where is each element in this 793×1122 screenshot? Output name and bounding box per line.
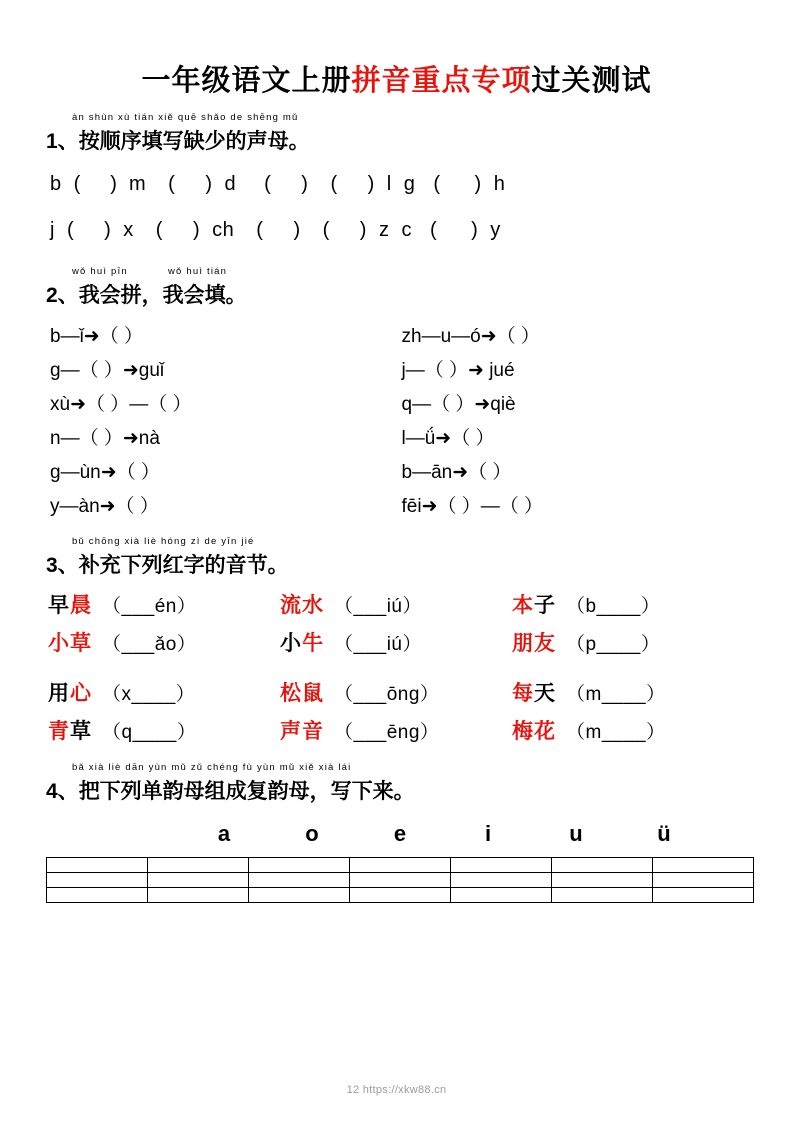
word-item [48, 589, 280, 619]
answer-blank[interactable]: （p____） [566, 634, 661, 655]
word-char-red: 声 [280, 719, 302, 743]
word-char-red: 牛 [302, 631, 324, 655]
word-text [48, 593, 92, 617]
word-item [280, 715, 512, 745]
fill-row [50, 487, 753, 521]
fill-item[interactable]: zh—u—ó➜（ ） [401, 325, 540, 347]
word-item [280, 677, 512, 707]
word-row [48, 623, 753, 661]
fill-item[interactable]: b—ǐ➜（ ） [50, 325, 143, 347]
answer-blank[interactable]: （___ǎo） [102, 634, 197, 655]
paren-close[interactable]: ) [293, 219, 301, 241]
paren-close[interactable]: ) [367, 173, 375, 195]
section-3-number: 3、 [46, 554, 79, 577]
word-item [48, 627, 280, 657]
vowel-header-row [50, 819, 753, 849]
fill-row [50, 453, 753, 487]
word-row [48, 585, 753, 623]
answer-blank[interactable]: （m____） [566, 684, 666, 705]
page-title [40, 58, 753, 99]
word-text [512, 719, 556, 743]
word-text [280, 593, 324, 617]
word-item [48, 715, 280, 745]
answer-blank[interactable]: （___iú） [334, 634, 422, 655]
answer-blank[interactable]: （___iú） [334, 596, 422, 617]
answer-grid[interactable] [46, 857, 754, 903]
word-item [280, 589, 512, 619]
word-text [512, 681, 556, 705]
word-char-red: 水 [302, 593, 324, 617]
word-char-red: 心 [70, 681, 92, 705]
paren-close[interactable]: ) [474, 173, 482, 195]
paren-open[interactable]: ( [429, 219, 438, 241]
section-1-number: 1、 [46, 130, 79, 153]
paren-close[interactable]: ) [110, 173, 117, 195]
table-row[interactable] [47, 873, 754, 888]
word-item [512, 627, 744, 657]
word-char-red: 友 [534, 631, 556, 655]
fill-item[interactable]: g—ùn➜（ ） [50, 461, 160, 483]
fill-row [50, 385, 753, 419]
vowel-a: a [217, 821, 231, 846]
word-char: 早 [48, 593, 70, 617]
word-item [280, 627, 512, 657]
paren-close[interactable]: ) [301, 173, 309, 195]
word-char-red: 每 [512, 681, 534, 705]
word-text [48, 681, 92, 705]
fill-row [50, 351, 753, 385]
paren-close[interactable]: ) [192, 219, 201, 241]
fill-item[interactable]: q—（ ）➜qiè [401, 393, 516, 415]
section-3-ruby: bǔ chōng xià liè hóng zì de yīn jié [72, 536, 255, 547]
grid-cell[interactable] [249, 858, 350, 873]
word-char-red: 朋 [512, 631, 534, 655]
paren-close[interactable]: ) [104, 219, 112, 241]
grid-cell[interactable] [451, 888, 552, 903]
paren-close[interactable]: ) [471, 219, 479, 241]
word-char-red: 梅 [512, 719, 534, 743]
word-text [280, 719, 324, 743]
word-row [48, 673, 753, 711]
grid-cell[interactable] [47, 873, 148, 888]
section-4-ruby: bǎ xià liè dān yùn mǔ zǔ chéng fù yùn mǔ xiě xià lái [72, 762, 352, 773]
table-row[interactable] [47, 858, 754, 873]
word-char: 子 [534, 593, 556, 617]
section-4-number: 4、 [46, 780, 79, 803]
grid-cell[interactable] [47, 888, 148, 903]
letter: x [123, 219, 134, 241]
answer-blank[interactable]: （q____） [102, 722, 197, 743]
paren-open[interactable]: ( [264, 173, 272, 195]
paren-open[interactable]: ( [168, 173, 176, 195]
fill-item[interactable]: y—àn➜（ ） [50, 495, 159, 517]
letter: ch [212, 219, 235, 241]
paren-open[interactable]: ( [322, 219, 330, 241]
fill-item[interactable]: xù➜（ ）—（ ） [50, 393, 192, 415]
grid-cell[interactable] [47, 858, 148, 873]
paren-open[interactable]: ( [433, 173, 441, 195]
word-char: 小 [280, 631, 302, 655]
word-item [512, 677, 744, 707]
word-row [48, 711, 753, 749]
paren-open[interactable]: ( [256, 219, 264, 241]
word-char-red: 流 [280, 593, 302, 617]
vowel-i: i [484, 821, 492, 846]
word-text [512, 631, 556, 655]
word-text [48, 719, 92, 743]
title-part-2: 过关测试 [531, 65, 652, 97]
section-2-ruby-b: wǒ huì tián [168, 266, 228, 277]
section-3-heading [46, 536, 753, 579]
page-footer: 12 https://xkw88.cn [346, 1084, 447, 1096]
word-text [280, 681, 324, 705]
letter: c [401, 219, 412, 241]
section-3-title: 补充下列红字的音节。 [78, 553, 289, 577]
letter: g [403, 173, 416, 195]
grid-cell[interactable] [249, 873, 350, 888]
vowel-u: u [569, 821, 583, 846]
grid-cell[interactable] [148, 888, 249, 903]
letter: b [50, 173, 62, 195]
word-char-red: 小 [48, 631, 70, 655]
word-char: 天 [534, 681, 556, 705]
grid-cell[interactable] [148, 858, 249, 873]
word-char-red: 音 [302, 719, 324, 743]
fill-row [50, 317, 753, 351]
answer-blank[interactable]: （m____） [566, 722, 666, 743]
grid-cell[interactable] [653, 888, 754, 903]
word-char: 草 [70, 719, 92, 743]
word-item [512, 715, 744, 745]
grid-cell[interactable] [249, 888, 350, 903]
section-1-row-2 [50, 207, 753, 253]
vowel-yu: ü [657, 821, 671, 846]
word-char-red: 本 [512, 593, 534, 617]
grid-cell[interactable] [451, 858, 552, 873]
title-highlight: 拼音重点专项 [351, 65, 532, 97]
grid-cell[interactable] [451, 873, 552, 888]
answer-blank[interactable]: （___én） [102, 596, 197, 617]
paren-open[interactable]: ( [73, 173, 81, 195]
word-text [280, 631, 324, 655]
word-item [512, 589, 744, 619]
fill-item[interactable]: j—（ ）➜ jué [401, 359, 515, 381]
fill-item[interactable]: b—ān➜（ ） [401, 461, 512, 483]
word-char-red: 鼠 [302, 681, 324, 705]
section-3-body [48, 585, 753, 749]
grid-cell[interactable] [350, 888, 451, 903]
section-1-row-1 [50, 161, 753, 207]
letter: h [493, 173, 506, 195]
fill-item[interactable]: l—ǘ➜（ ） [401, 427, 495, 449]
paren-open[interactable]: ( [330, 173, 338, 195]
letter: z [378, 219, 390, 241]
paren-close[interactable]: ) [359, 219, 367, 241]
grid-cell[interactable] [350, 873, 451, 888]
word-char-red: 青 [48, 719, 70, 743]
grid-cell[interactable] [653, 858, 754, 873]
section-2-ruby-a: wǒ huì pīn [72, 266, 128, 277]
word-char-red: 松 [280, 681, 302, 705]
vowel-e: e [393, 821, 407, 846]
answer-blank[interactable]: （x____） [102, 684, 196, 705]
grid-cell[interactable] [552, 858, 653, 873]
grid-cell[interactable] [653, 873, 754, 888]
table-row[interactable] [47, 888, 754, 903]
fill-row [50, 419, 753, 453]
grid-cell[interactable] [552, 873, 653, 888]
fill-item[interactable]: n—（ ）➜nà [50, 427, 160, 449]
grid-cell[interactable] [552, 888, 653, 903]
paren-close[interactable]: ) [205, 173, 213, 195]
word-char-red: 晨 [70, 593, 92, 617]
title-part-1: 一年级语文上册 [141, 65, 352, 97]
letter: y [490, 219, 501, 241]
section-1-ruby: àn shùn xù tián xiě quē shǎo de shēng mǔ [72, 112, 299, 123]
fill-item[interactable]: fēi➜（ ）—（ ） [401, 495, 544, 517]
section-4-heading [46, 762, 753, 805]
answer-blank[interactable]: （___ēng） [334, 722, 440, 743]
section-2-number: 2、 [46, 284, 79, 307]
vowel-o: o [305, 821, 319, 846]
letter: d [224, 173, 237, 195]
grid-cell[interactable] [148, 873, 249, 888]
section-4-title: 把下列单韵母组成复韵母，写下来。 [78, 779, 415, 803]
word-char: 用 [48, 681, 70, 705]
word-char-red: 花 [534, 719, 556, 743]
answer-blank[interactable]: （b____） [566, 596, 661, 617]
fill-item[interactable]: g—（ ）➜guǐ [50, 359, 165, 381]
word-char-red: 草 [70, 631, 92, 655]
word-item [48, 677, 280, 707]
letter: l [386, 173, 392, 195]
word-text [48, 631, 92, 655]
paren-open[interactable]: ( [155, 219, 163, 241]
section-2-heading [46, 266, 753, 309]
section-1-heading [46, 112, 753, 155]
grid-cell[interactable] [350, 858, 451, 873]
section-2-title: 我会拼，我会填。 [78, 283, 247, 307]
section-1-title: 按顺序填写缺少的声母。 [78, 129, 310, 153]
paren-open[interactable]: ( [66, 219, 75, 241]
letter: j [50, 219, 55, 241]
word-text [512, 593, 556, 617]
answer-blank[interactable]: （___ōng） [334, 684, 440, 705]
letter: m [128, 173, 147, 195]
section-2-body [50, 317, 753, 521]
